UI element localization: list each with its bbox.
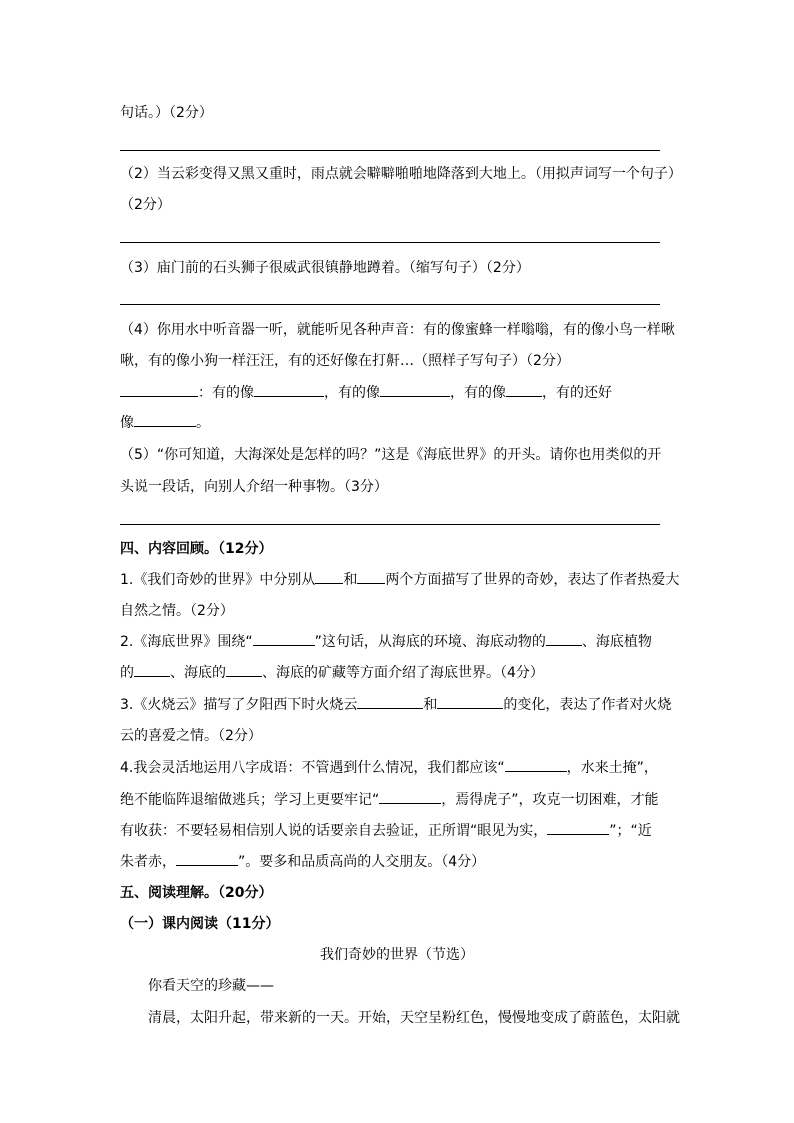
text-segment: ：有的像 <box>198 385 254 401</box>
text-segment: 、海底的矿藏等方面介绍了海底世界。（4分） <box>262 665 544 681</box>
passage-paragraph-2: 清晨，太阳升起，带来新的一天。开始，天空呈粉红色，慢慢地变成了蔚蓝色，太阳就 <box>148 1010 680 1026</box>
text-segment: 1.《我们奇妙的世界》中分别从 <box>120 572 316 588</box>
q3-item4-line2: 啾，有的像小狗一样汪汪，有的还好像在打鼾…（照样子写句子）（2分） <box>120 353 570 369</box>
fill-blank[interactable] <box>379 789 441 804</box>
q4-item4-line2 <box>120 789 659 811</box>
q3-item4-line3 <box>120 382 612 404</box>
q4-item1-line2: 自然之情。（2分） <box>120 603 234 619</box>
passage-paragraph-1: 你看天空的珍藏—— <box>148 978 274 994</box>
q4-item2-line1 <box>120 631 652 653</box>
q3-item2-line2: （2分） <box>120 197 171 213</box>
text-segment: 、海底植物 <box>581 634 652 650</box>
text-segment: ”。要多和品质高尚的人交朋友。（4分） <box>238 854 486 870</box>
answer-line[interactable] <box>120 150 660 151</box>
text-segment: 朱者赤， <box>120 854 176 870</box>
text-segment: 的变化，表达了作者对火烧 <box>503 697 672 713</box>
section-four-heading: 四、内容回顾。（12分） <box>120 541 273 557</box>
text-segment: 绝不能临阵退缩做逃兵；学习上更要牢记“ <box>120 792 380 808</box>
text-segment: 像 <box>120 415 134 431</box>
fill-blank[interactable] <box>120 382 198 397</box>
fill-blank[interactable] <box>315 569 343 584</box>
text-segment: ，水来土掩”， <box>566 760 658 776</box>
fill-blank[interactable] <box>134 662 170 677</box>
fill-blank[interactable] <box>134 412 196 427</box>
text-segment: ，有的像 <box>450 385 506 401</box>
fill-blank[interactable] <box>380 382 450 397</box>
text-segment: 和 <box>423 697 438 713</box>
fill-blank[interactable] <box>176 851 238 866</box>
text-segment: 。 <box>196 415 210 431</box>
q3-item4-line1: （4）你用水中听音器一听，就能听见各种声音：有的像蜜蜂一样嗡嗡，有的像小鸟一样啾 <box>120 322 675 338</box>
text-segment: 和 <box>343 572 358 588</box>
answer-line[interactable] <box>120 524 660 525</box>
text-segment: 4.我会灵活地运用八字成语：不管遇到什么情况，我们都应该“ <box>120 760 505 776</box>
section-five-heading: 五、阅读理解。（20分） <box>120 885 273 901</box>
fill-blank[interactable] <box>437 694 503 709</box>
fill-blank[interactable] <box>226 662 262 677</box>
text-segment: ，焉得虎子”，攻克一切困难，才能 <box>441 792 659 808</box>
text-segment: 的 <box>120 665 134 681</box>
text-segment: ，有的还好 <box>542 385 612 401</box>
text-segment: 3.《火烧云》描写了夕阳西下时火烧云 <box>120 697 358 713</box>
q3-item3: （3）庙门前的石头狮子很威武很镇静地蹲着。（缩写句子）（2分） <box>120 260 530 276</box>
answer-line[interactable] <box>120 304 660 305</box>
answer-line[interactable] <box>120 242 660 243</box>
q4-item3-line1 <box>120 694 671 716</box>
text-segment: ”这句话，从海底的环境、海底动物的 <box>314 634 546 650</box>
q4-item4-line4 <box>120 851 485 873</box>
q3-item2-line1: （2）当云彩变得又黑又重时，雨点就会噼噼啪啪地降落到大地上。（用拟声词写一个句子） <box>120 166 682 182</box>
q4-item4-line3 <box>120 820 652 842</box>
q3-item5-line2: 头说一段话，向别人介绍一种事物。（3分） <box>120 479 388 495</box>
passage-title: 我们奇妙的世界（节选） <box>320 947 474 963</box>
q3-item1-tail: 句话。）（2分） <box>120 105 213 121</box>
fill-blank[interactable] <box>547 820 609 835</box>
fill-blank[interactable] <box>253 631 315 646</box>
q4-item4-line1 <box>120 757 658 779</box>
text-segment: 、海底的 <box>170 665 226 681</box>
text-segment: 两个方面描写了世界的奇妙，表达了作者热爱大 <box>385 572 680 588</box>
fill-blank[interactable] <box>254 382 324 397</box>
subsection-heading: （一）课内阅读（11分） <box>120 916 280 932</box>
q4-item3-line2: 云的喜爱之情。（2分） <box>120 728 262 744</box>
fill-blank[interactable] <box>357 694 423 709</box>
q3-item5-line1: （5）“你可知道，大海深处是怎样的吗？”这是《海底世界》的开头。请你也用类似的开 <box>120 447 662 463</box>
text-segment: ”；“近 <box>609 823 652 839</box>
text-segment: 有收获：不要轻易相信别人说的话要亲自去验证，正所谓“眼见为实， <box>120 823 548 839</box>
fill-blank[interactable] <box>546 631 582 646</box>
fill-blank[interactable] <box>505 757 567 772</box>
q4-item1-line1 <box>120 569 679 591</box>
fill-blank[interactable] <box>357 569 385 584</box>
q3-item4-line4 <box>120 412 210 434</box>
fill-blank[interactable] <box>506 382 542 397</box>
q4-item2-line2 <box>120 662 544 684</box>
text-segment: ，有的像 <box>324 385 380 401</box>
text-segment: 2.《海底世界》围绕“ <box>120 634 253 650</box>
